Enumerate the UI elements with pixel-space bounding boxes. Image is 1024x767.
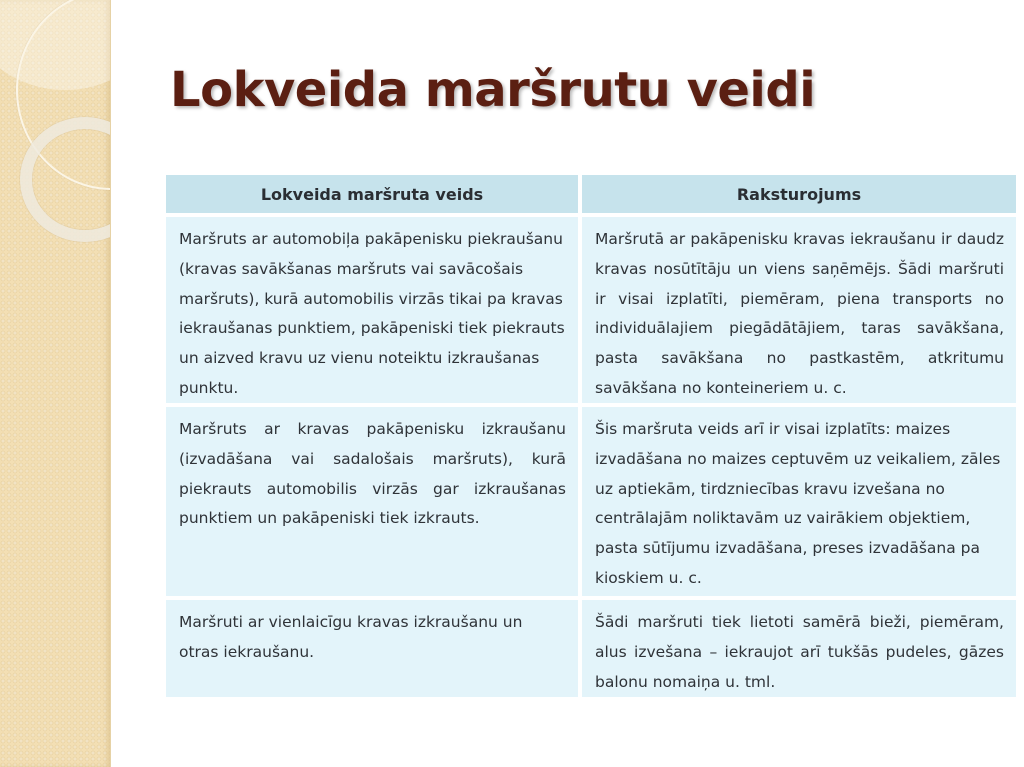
cell-characteristics: Maršrutā ar pakāpenisku kravas iekraušanu ir daudz kravas nosūtītāju un viens saņēmējs. Šādi maršruti ir visai izplatīti, piemēram, piena transports no individuālajiem piegādātājiem, taras savākšana, pasta savākšana no pastkastēm, atkritumu savākšana no konteineriem u. c. [582,217,1016,403]
cell-route-type: Maršruts ar kravas pakāpenisku izkraušanu (izvadāšana vai sadalošais maršruts), kurā piekrauts automobilis virzās gar izkraušanas punktiem un pakāpeniski tiek izkrauts. [166,407,578,596]
decorative-side-panel [0,0,111,767]
table-header-row [166,175,1016,213]
cell-route-type: Maršruts ar automobiļa pakāpenisku piekraušanu (kravas savākšanas maršruts vai savācošais maršruts), kurā automobilis virzās tikai pa kravas iekraušanas punktiem, pakāpeniski tiek piekrauts un aizved kravu uz vienu noteiktu izkraušanas punktu. [166,217,578,403]
table-row [166,407,1016,596]
cell-characteristics: Šis maršruta veids arī ir visai izplatīts: maizes izvadāšana no maizes ceptuvēm uz veikaliem, zāles uz aptiekām, tirdzniecības kravu izvešana no centrālajām noliktavām uz vairākiem objektiem, pasta sūtījumu izvadāšana, preses izvadāšana pa kioskiem u. c. [582,407,1016,596]
cell-characteristics: Šādi maršruti tiek lietoti samērā bieži, piemēram, alus izvešana – iekraujot arī tukšās pudeles, gāzes balonu nomaiņa u. tml. [582,600,1016,697]
header-route-type: Lokveida maršruta veids [166,175,578,213]
table-row [166,600,1016,697]
route-types-table [166,175,1016,701]
slide-title: Lokveida maršrutu veidi [170,62,816,118]
cell-route-type: Maršruti ar vienlaicīgu kravas izkraušanu un otras iekraušanu. [166,600,578,697]
table-row [166,217,1016,403]
header-characteristics: Raksturojums [582,175,1016,213]
